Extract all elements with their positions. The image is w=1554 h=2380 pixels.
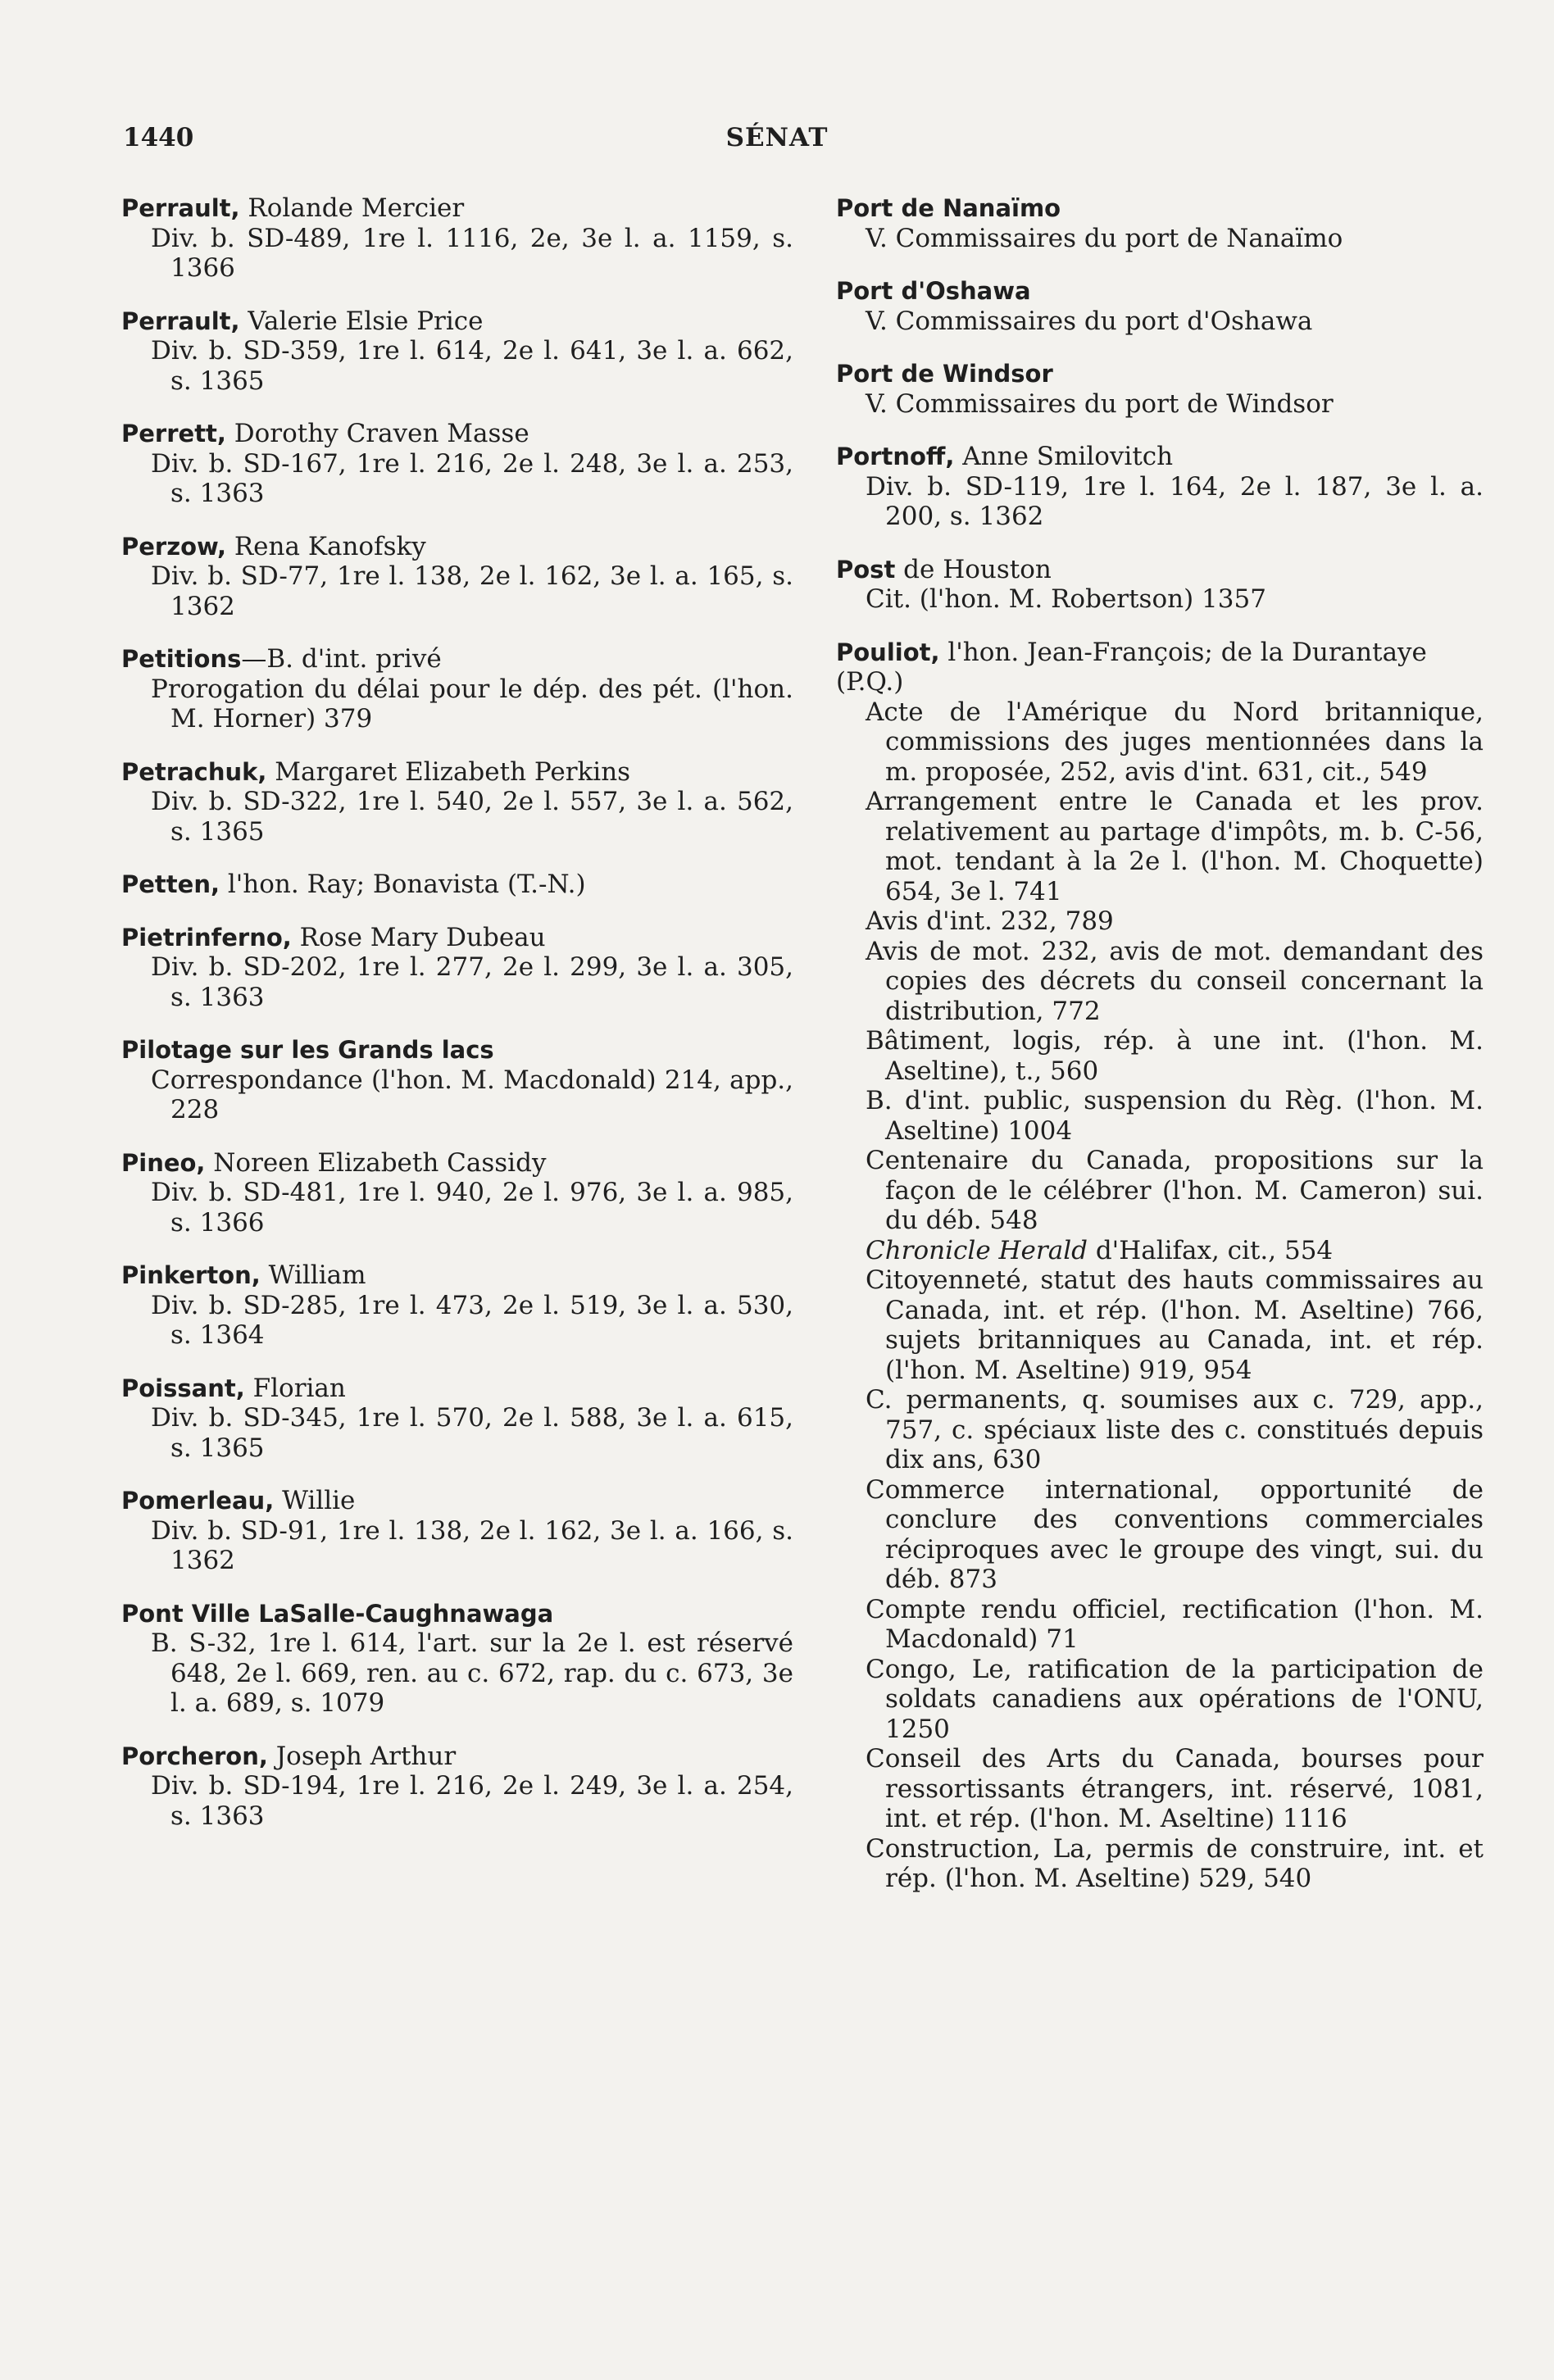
- entry-name-rest: Margaret Elizabeth Perkins: [266, 756, 631, 787]
- entry-heading: [121, 1035, 793, 1065]
- index-entry: [121, 1486, 793, 1576]
- entry-name-rest: Rena Kanofsky: [225, 531, 426, 561]
- entry-detail: Div. b. SD-489, 1re l. 1116, 2e, 3e l. a. 1159, s. 1366: [151, 223, 793, 283]
- entry-detail: Prorogation du délai pour le dép. des pét. (l'hon. M. Horner) 379: [151, 674, 793, 734]
- entry-detail: Commerce international, opportunité de conclure des conventions commerciales réciproques avec le groupe des vingt, sui. du déb. 873: [866, 1474, 1484, 1594]
- entry-heading: [121, 307, 793, 337]
- entry-heading: [121, 757, 793, 788]
- entry-name-rest: Dorothy Craven Masse: [225, 419, 529, 448]
- entry-detail: Cit. (l'hon. M. Robertson) 1357: [866, 584, 1266, 614]
- entry-detail: V. Commissaires du port de Windsor: [866, 388, 1334, 419]
- index-entry: [836, 638, 1484, 1894]
- entry-detail: Centenaire du Canada, propositions sur la façon de le célébrer (l'hon. M. Cameron) sui. du déb. 548: [866, 1146, 1484, 1235]
- entry-name-rest: Noreen Elizabeth Cassidy: [205, 1147, 547, 1178]
- entry-heading: [121, 1260, 793, 1291]
- entry-heading: [121, 923, 793, 953]
- left-column: [121, 193, 793, 1854]
- index-entry: [121, 1148, 793, 1238]
- entry-heading: [836, 638, 1484, 697]
- entry-name: Port de Nanaïmo: [836, 194, 1061, 222]
- entry-name-rest: Willie: [274, 1486, 356, 1515]
- entry-heading: [121, 1599, 793, 1629]
- entry-name-rest: de Houston: [895, 554, 1052, 584]
- entry-name: Porcheron,: [121, 1742, 268, 1770]
- entry-heading: [121, 644, 793, 674]
- entry-name: Poissant,: [121, 1374, 245, 1402]
- entry-detail: Construction, La, permis de construire, int. et rép. (l'hon. M. Aseltine) 529, 540: [866, 1833, 1484, 1893]
- entry-detail: Bâtiment, logis, rép. à une int. (l'hon. M. Aseltine), t., 560: [866, 1026, 1484, 1086]
- entry-heading: [121, 193, 793, 224]
- entry-name: Petten,: [121, 870, 220, 898]
- running-title: SÉNAT: [725, 123, 829, 152]
- entry-detail: Acte de l'Amérique du Nord britannique, commissions des juges mentionnées dans la m. proposée, 252, avis d'int. 631, cit., 549: [866, 697, 1484, 787]
- entry-name: Perrault,: [121, 307, 240, 335]
- entry-name: Portnoff,: [836, 443, 955, 470]
- right-column: [836, 193, 1484, 1917]
- entry-detail: Correspondance (l'hon. M. Macdonald) 214, app., 228: [151, 1065, 793, 1124]
- entry-name-rest: l'hon. Jean-François; de la Durantaye (P.Q.): [836, 637, 1427, 697]
- entry-heading: [836, 555, 1484, 585]
- entry-detail: Avis de mot. 232, avis de mot. demandant des copies des décrets du conseil concernant la distribution, 772: [866, 936, 1484, 1026]
- index-entry: [836, 555, 1484, 615]
- entry-detail: Arrangement entre le Canada et les prov. relativement au partage d'impôts, m. b. C-56, mot. tendant à la 2e l. (l'hon. M. Choquette) 654, 3e l. 741: [866, 787, 1484, 906]
- entry-name: Pilotage sur les Grands lacs: [121, 1036, 494, 1064]
- index-entry: [121, 923, 793, 1013]
- entry-name: Petrachuk,: [121, 757, 267, 786]
- index-entry: [836, 442, 1484, 532]
- index-entry: [121, 1260, 793, 1351]
- page-number: 1440: [123, 123, 194, 152]
- entry-name: Port de Windsor: [836, 360, 1053, 388]
- entry-detail: Div. b. SD-202, 1re l. 277, 2e l. 299, 3e l. a. 305, s. 1363: [151, 952, 793, 1012]
- entry-name: Pietrinferno,: [121, 923, 292, 952]
- index-entry: [836, 359, 1484, 419]
- entry-heading: [836, 193, 1484, 224]
- entry-detail: Div. b. SD-194, 1re l. 216, 2e l. 249, 3e l. a. 254, s. 1363: [151, 1771, 793, 1831]
- entry-name: Perrault,: [121, 194, 240, 222]
- index-entry: [121, 757, 793, 847]
- index-entry: [121, 870, 793, 900]
- entry-heading: [121, 419, 793, 449]
- entry-heading: [836, 276, 1484, 307]
- entry-name: Perrett,: [121, 420, 226, 447]
- entry-name-rest: Joseph Arthur: [267, 1741, 457, 1771]
- entry-detail: Compte rendu officiel, rectification (l'hon. M. Macdonald) 71: [866, 1594, 1484, 1654]
- entry-heading: [121, 1486, 793, 1516]
- entry-name-rest: Florian: [244, 1373, 346, 1403]
- index-entry: [121, 1599, 793, 1719]
- entry-detail: Div. b. SD-481, 1re l. 940, 2e l. 976, 3e l. a. 985, s. 1366: [151, 1178, 793, 1238]
- entry-detail: Div. b. SD-345, 1re l. 570, 2e l. 588, 3e l. a. 615, s. 1365: [151, 1403, 793, 1463]
- entry-detail: Div. b. SD-91, 1re l. 138, 2e l. 162, 3e l. a. 166, s. 1362: [151, 1515, 793, 1575]
- entry-detail: Conseil des Arts du Canada, bourses pour ressortissants étrangers, int. réservé, 1081, int. et rép. (l'hon. M. Aseltine) 1116: [866, 1744, 1484, 1833]
- entry-name-rest: Rose Mary Dubeau: [291, 922, 546, 952]
- entry-name: Pouliot,: [836, 638, 940, 666]
- entry-name: Perzow,: [121, 532, 226, 561]
- entry-detail: V. Commissaires du port d'Oshawa: [866, 306, 1313, 336]
- entry-detail: Congo, Le, ratification de la participation de soldats canadiens aux opérations de l'ONU, 1250: [866, 1654, 1484, 1744]
- entry-name: Pont Ville LaSalle-Caughnawaga: [121, 1599, 554, 1628]
- index-entry: [121, 532, 793, 622]
- entry-detail: Chronicle Herald d'Halifax, cit., 554: [866, 1235, 1334, 1265]
- entry-name: Pineo,: [121, 1148, 206, 1177]
- index-entry: [121, 1035, 793, 1125]
- entry-detail: Div. b. SD-322, 1re l. 540, 2e l. 557, 3e l. a. 562, s. 1365: [151, 787, 793, 847]
- entry-heading: [121, 1148, 793, 1179]
- entry-name-rest: William: [260, 1260, 366, 1290]
- index-entry: [836, 276, 1484, 336]
- index-entry: [121, 419, 793, 509]
- index-entry: [121, 1742, 793, 1832]
- index-entry: [836, 193, 1484, 253]
- entry-name-rest: Anne Smilovitch: [954, 442, 1174, 471]
- entry-name-rest: Valerie Elsie Price: [239, 306, 484, 336]
- entry-heading: [121, 1742, 793, 1772]
- entry-name: Pinkerton,: [121, 1261, 261, 1289]
- entry-detail: V. Commissaires du port de Nanaïmo: [866, 223, 1343, 253]
- entry-name-rest: Rolande Mercier: [239, 193, 465, 223]
- index-entry: [121, 1374, 793, 1464]
- entry-heading: [836, 359, 1484, 389]
- entry-detail: Div. b. SD-119, 1re l. 164, 2e l. 187, 3e l. a. 200, s. 1362: [866, 471, 1484, 531]
- entry-detail: Div. b. SD-167, 1re l. 216, 2e l. 248, 3e l. a. 253, s. 1363: [151, 448, 793, 508]
- entry-name: Petitions: [121, 645, 242, 673]
- entry-name-rest: l'hon. Ray; Bonavista (T.-N.): [219, 870, 586, 899]
- entry-detail: Div. b. SD-359, 1re l. 614, 2e l. 641, 3e l. a. 662, s. 1365: [151, 336, 793, 396]
- entry-heading: [836, 442, 1484, 472]
- entry-detail: Div. b. SD-77, 1re l. 138, 2e l. 162, 3e l. a. 165, s. 1362: [151, 561, 793, 621]
- entry-name: Post: [836, 555, 896, 584]
- page-header: [0, 123, 1554, 172]
- entry-heading: [121, 870, 793, 900]
- entry-detail: Citoyenneté, statut des hauts commissaires au Canada, int. et rép. (l'hon. M. Aseltine) 766, sujets britanniques au Canada, int. et rép. (l'hon. M. Aseltine) 919, 954: [866, 1265, 1484, 1385]
- entry-name: Pomerleau,: [121, 1487, 275, 1515]
- entry-detail: Div. b. SD-285, 1re l. 473, 2e l. 519, 3e l. a. 530, s. 1364: [151, 1290, 793, 1350]
- entry-detail: C. permanents, q. soumises aux c. 729, app., 757, c. spéciaux liste des c. constitués depuis dix ans, 630: [866, 1385, 1484, 1474]
- entry-name-rest: —B. d'int. privé: [241, 644, 442, 674]
- entry-detail: Avis d'int. 232, 789: [866, 906, 1114, 936]
- entry-detail: B. d'int. public, suspension du Règ. (l'hon. M. Aseltine) 1004: [866, 1086, 1484, 1146]
- index-entry: [121, 307, 793, 397]
- entry-heading: [121, 1374, 793, 1404]
- index-entry: [121, 193, 793, 284]
- entry-name: Port d'Oshawa: [836, 277, 1031, 305]
- index-entry: [121, 644, 793, 734]
- entry-detail: B. S-32, 1re l. 614, l'art. sur la 2e l. est réservé 648, 2e l. 669, ren. au c. 672, rap. du c. 673, 3e l. a. 689, s. 1079: [151, 1628, 793, 1718]
- entry-heading: [121, 532, 793, 562]
